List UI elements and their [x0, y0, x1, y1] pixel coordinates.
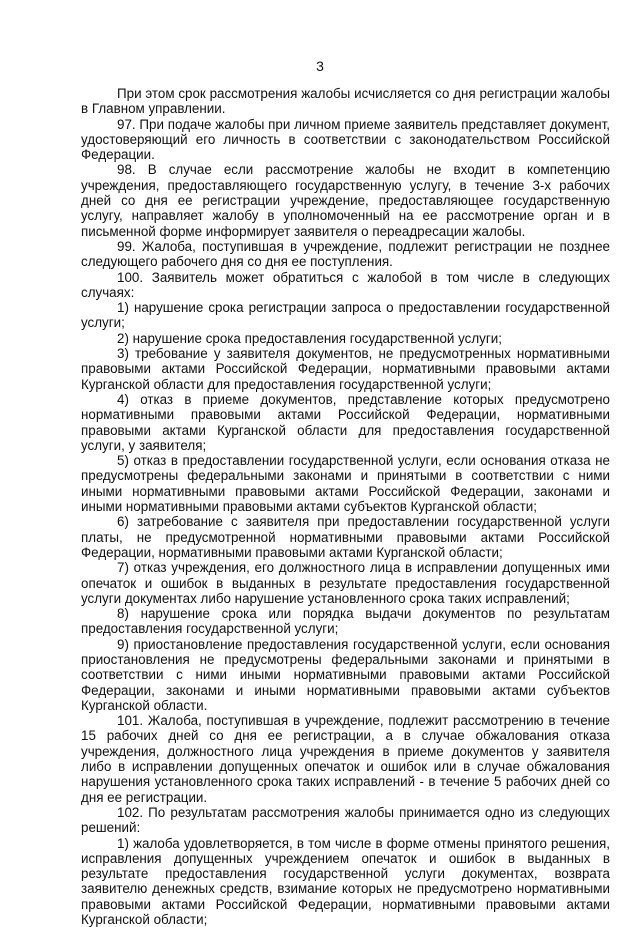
paragraph-100: 100. Заявитель может обратиться с жалобой в том числе в следующих случаях:	[81, 269, 610, 300]
list-item-100-8: 8) нарушение срока или порядка выдачи документов по результатам предоставления государственной услуги;	[81, 606, 610, 637]
paragraph-101: 101. Жалоба, поступившая в учреждение, подлежит рассмотрению в течение 15 рабочих дней со дня ее регистрации, а в случае обжалования отказа учреждения, должностного лица учреждения в приеме документов у заявителя либо в исправлении допущенных опечаток и ошибок или в случае обжалования нарушения установленного срока таких исправлений - в течение 5 рабочих дней со дня ее регистрации.	[81, 713, 610, 805]
list-item-100-7: 7) отказ учреждения, его должностного лица в исправлении допущенных ими опечаток и ошибок в выданных в результате предоставления государственной услуги документах либо нарушение установленного срока таких исправлений;	[81, 560, 610, 606]
list-item-100-9: 9) приостановление предоставления государственной услуги, если основания приостановления не предусмотрены федеральными законами и принятыми в соответствии с ними иными нормативными правовыми актами Российской Федерации, законами и иными нормативными правовыми актами субъектов Курганской области.	[81, 636, 610, 713]
paragraph-intro-term: При этом срок рассмотрения жалобы исчисляется со дня регистрации жалобы в Главном управлении.	[81, 86, 610, 117]
paragraph-98: 98. В случае если рассмотрение жалобы не входит в компетенцию учреждения, предоставляющего государственную услугу, в течение 3-х рабочих дней со дня ее регистрации учреждение, предоставляющее государственную услугу, направляет жалобу в уполномоченный на ее рассмотрение орган и в письменной форме информирует заявителя о переадресации жалобы.	[81, 162, 610, 239]
paragraph-102: 102. По результатам рассмотрения жалобы принимается одно из следующих решений:	[81, 804, 610, 836]
list-item-100-3: 3) требование у заявителя документов, не предусмотренных нормативными правовыми актами Российской Федерации, нормативными правовыми актами Курганской области для предоставления государственной услуги;	[81, 346, 610, 392]
paragraph-97: 97. При подаче жалобы при личном приеме заявитель представляет документ, удостоверяющий его личность в соответствии с законодательством Российской Федерации.	[81, 116, 610, 163]
list-item-100-1: 1) нарушение срока регистрации запроса о предоставлении государственной услуги;	[81, 300, 610, 331]
list-item-100-5: 5) отказ в предоставлении государственной услуги, если основания отказа не предусмотрены федеральными законами и принятыми в соответствии с ними иными нормативными правовыми актами Российской Федерации, законами и иными нормативными правовыми актами субъектов Курганской области;	[81, 453, 610, 515]
list-item-100-6: 6) затребование с заявителя при предоставлении государственной услуги платы, не предусмотренной нормативными правовыми актами Российской Федерации, нормативными правовыми актами Курганской области;	[81, 514, 610, 560]
document-body	[81, 86, 610, 927]
list-item-102-1: 1) жалоба удовлетворяется, в том числе в форме отмены принятого решения, исправления допущенных учреждением опечаток и ошибок в выданных в результате предоставления государственной услуги документах, возврата заявителю денежных средств, взимание которых не предусмотрено нормативными правовыми актами Российской Федерации, нормативными правовыми актами Курганской области;	[81, 835, 610, 927]
page-number: 3	[316, 58, 324, 74]
list-item-100-2: 2) нарушение срока предоставления государственной услуги;	[117, 330, 502, 346]
list-item-100-4: 4) отказ в приеме документов, представление которых предусмотрено нормативными правовыми актами Российской Федерации, нормативными правовыми актами Курганской области для предоставления государственной услуги, у заявителя;	[81, 391, 610, 453]
paragraph-99: 99. Жалоба, поступившая в учреждение, подлежит регистрации не позднее следующего рабочего дня со дня ее поступления.	[81, 238, 610, 270]
